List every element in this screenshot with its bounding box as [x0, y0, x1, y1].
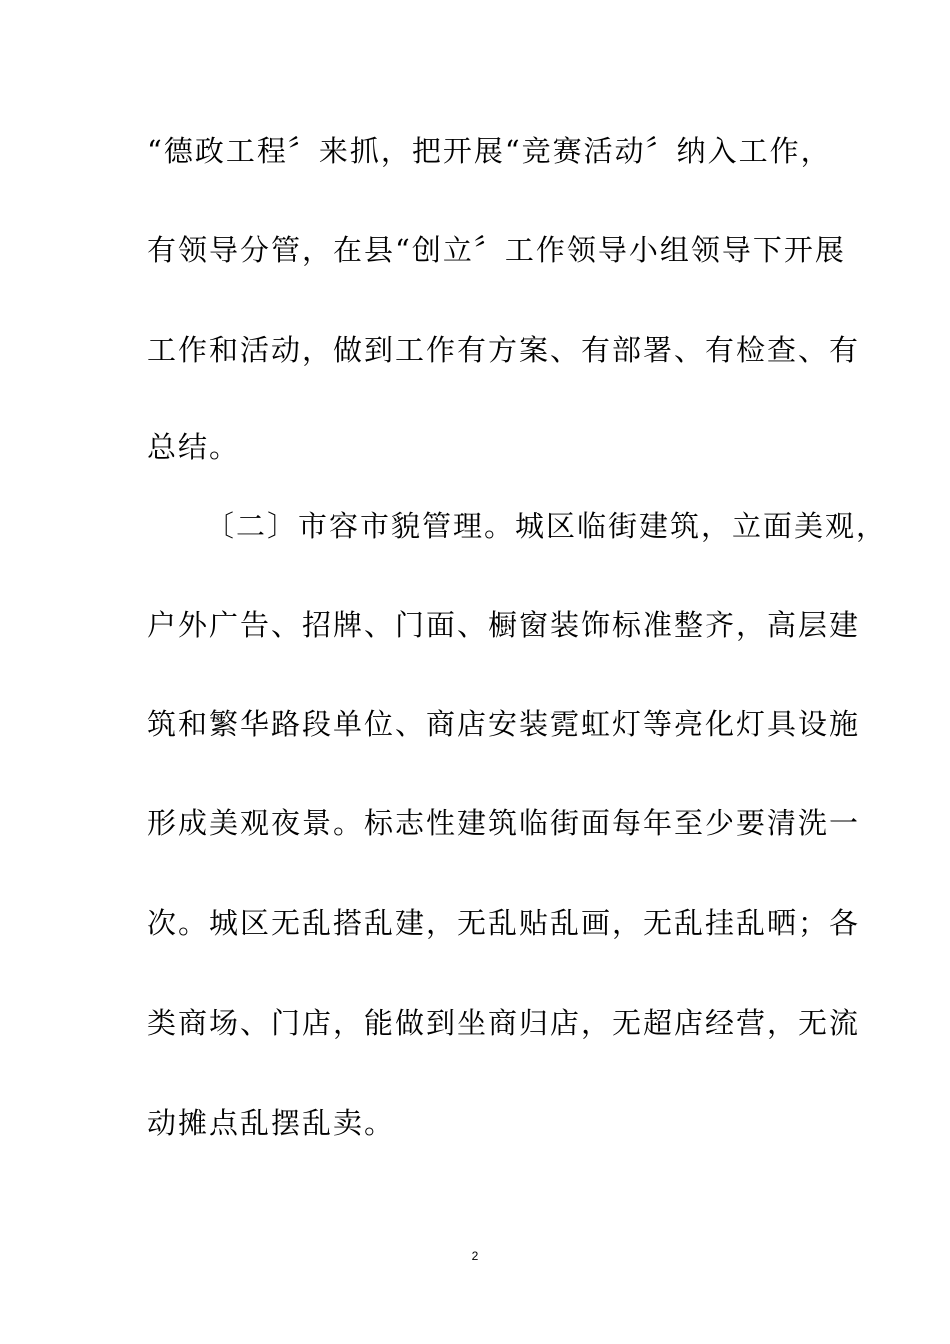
paragraph-line: 有领导分管，在县“创立〞工作领导小组领导下开展 — [147, 233, 846, 267]
paragraph-line: “德政工程〞来抓，把开展“竞赛活动〞纳入工作， — [147, 134, 832, 168]
paragraph-line: 〔二〕市容市貌管理。城区临街建筑，立面美观， — [205, 509, 888, 543]
paragraph-line: 形成美观夜景。标志性建筑临街面每年至少要清洗一 — [147, 806, 861, 840]
paragraph-line: 筑和繁华路段单位、商店安装霓虹灯等亮化灯具设施 — [147, 707, 861, 741]
paragraph-line: 户外广告、招牌、门面、橱窗装饰标准整齐，高层建 — [147, 608, 861, 642]
paragraph-line: 动摊点乱摆乱卖。 — [147, 1106, 396, 1140]
paragraph-line: 类商场、门店，能做到坐商归店，无超店经营，无流 — [147, 1006, 861, 1040]
paragraph-line: 工作和活动，做到工作有方案、有部署、有检查、有 — [147, 333, 861, 367]
page-number: 2 — [471, 1249, 479, 1263]
paragraph-line: 次。城区无乱搭乱建，无乱贴乱画，无乱挂乱晒；各 — [147, 906, 861, 940]
paragraph-line: 总结。 — [147, 430, 241, 464]
